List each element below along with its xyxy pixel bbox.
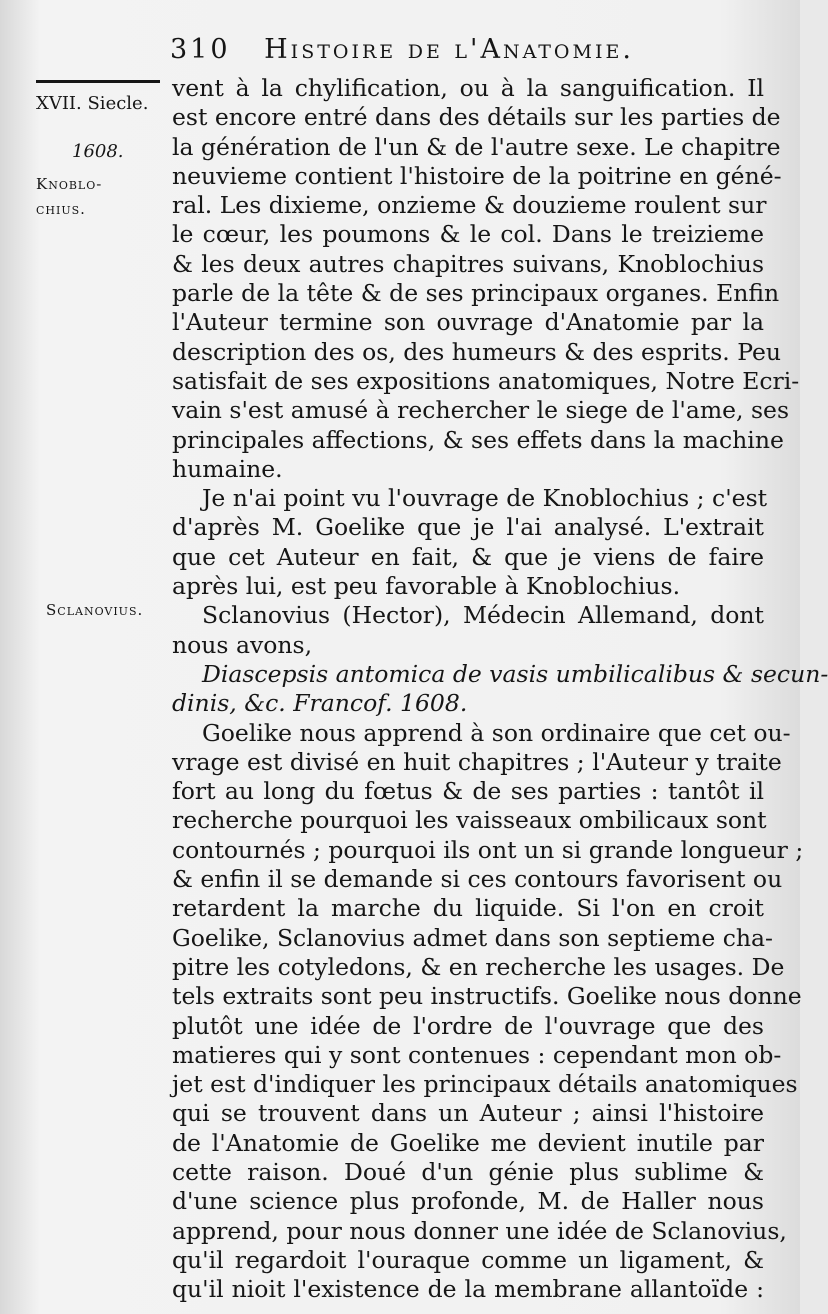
text-line: matieres qui y sont contenues : cependant mon ob- bbox=[172, 1040, 782, 1069]
text-line: le cœur, les poumons & le col. Dans le treizieme bbox=[172, 220, 764, 249]
text-line: Je n'ai point vu l'ouvrage de Knoblochius ; c'est bbox=[202, 484, 768, 513]
text-line: Goelike, Sclanovius admet dans son septieme cha- bbox=[172, 923, 773, 952]
text-line: & les deux autres chapitres suivans, Knoblochius bbox=[172, 249, 764, 278]
text-line: tels extraits sont peu instructifs. Goelike nous donne bbox=[172, 982, 802, 1011]
margin-author-line: chius. bbox=[36, 200, 86, 218]
text-line: que cet Auteur en fait, & que je viens de faire bbox=[172, 542, 764, 571]
text-line: Sclanovius (Hector), Médecin Allemand, dont bbox=[202, 601, 764, 630]
text-line: pitre les cotyledons, & en recherche les usages. De bbox=[172, 952, 785, 981]
text-line: vent à la chylification, ou à la sanguification. Il bbox=[172, 74, 764, 102]
text-line: plutôt une idée de l'ordre de l'ouvrage que des bbox=[172, 1011, 764, 1040]
text-line: d'après M. Goelike que je l'ai analysé. L'extrait bbox=[172, 513, 764, 542]
text-line: Goelike nous apprend à son ordinaire que cet ou- bbox=[202, 718, 791, 747]
text-line: parle de la tête & de ses principaux organes. Enfin bbox=[172, 279, 780, 308]
text-line: après lui, est peu favorable à Knoblochius. bbox=[172, 572, 681, 601]
text-line: retardent la marche du liquide. Si l'on en croit bbox=[172, 894, 764, 923]
citation-line: Diascepsis antomica de vasis umbilicalibus & secun- bbox=[202, 659, 828, 688]
text-line: description des os, des humeurs & des esprits. Peu bbox=[172, 337, 782, 366]
running-header bbox=[170, 34, 770, 65]
text-line: & enfin il se demande si ces contours favorisent ou bbox=[172, 865, 783, 894]
text-line: contournés ; pourquoi ils ont un si grande longueur ; bbox=[172, 835, 804, 864]
text-line: qui se trouvent dans un Auteur ; ainsi l'histoire bbox=[172, 1099, 764, 1128]
text-line: vrage est divisé en huit chapitres ; l'Auteur y traite bbox=[172, 747, 782, 776]
margin-century: XVII. Siecle. bbox=[36, 93, 149, 114]
text-line: nous avons, bbox=[172, 630, 313, 659]
text-line: fort au long du fœtus & de ses parties : tantôt il bbox=[172, 777, 764, 806]
text-line: apprend, pour nous donner une idée de Sclanovius, bbox=[172, 1216, 787, 1245]
text-line: cette raison. Doué d'un génie plus sublime & bbox=[172, 1157, 764, 1186]
text-line: satisfait de ses expositions anatomiques, Notre Ecri- bbox=[172, 366, 800, 395]
text-line: qu'il regardoit l'ouraque comme un ligament, & bbox=[172, 1245, 764, 1274]
body-text bbox=[172, 74, 828, 1304]
margin-author-knoblochius bbox=[36, 172, 181, 222]
text-line: de l'Anatomie de Goelike me devient inutile par bbox=[172, 1128, 764, 1157]
text-line: ral. Les dixieme, onzieme & douzieme roulent sur bbox=[172, 191, 767, 220]
margin-year: 1608. bbox=[72, 141, 124, 162]
text-line: recherche pourquoi les vaisseaux ombilicaux sont bbox=[172, 806, 767, 835]
text-line: neuvieme contient l'histoire de la poitrine en géné- bbox=[172, 161, 782, 190]
text-line: la génération de l'un & de l'autre sexe. Le chapitre bbox=[172, 132, 781, 161]
citation-line: dinis, &c. Francof. 1608. bbox=[172, 689, 468, 718]
margin-author-line: Knoblo- bbox=[36, 175, 103, 193]
text-line: vain s'est amusé à rechercher le siege de l'ame, ses bbox=[172, 396, 790, 425]
margin-author-sclanovius: Sclanovius. bbox=[46, 601, 144, 619]
text-line: est encore entré dans des détails sur les parties de bbox=[172, 103, 781, 132]
text-line: jet est d'indiquer les principaux détails anatomiques bbox=[172, 1070, 798, 1099]
text-line: l'Auteur termine son ouvrage d'Anatomie par la bbox=[172, 308, 764, 337]
page-number: 310 bbox=[170, 34, 231, 65]
text-line: qu'il nioit l'existence de la membrane allantoïde : bbox=[172, 1275, 764, 1304]
margin-rule bbox=[36, 80, 160, 83]
text-line: principales affections, & ses effets dans la machine bbox=[172, 425, 784, 454]
running-title: Histoire de l'Anatomie. bbox=[264, 34, 634, 65]
text-line: d'une science plus profonde, M. de Haller nous bbox=[172, 1187, 764, 1216]
text-line: humaine. bbox=[172, 454, 283, 483]
